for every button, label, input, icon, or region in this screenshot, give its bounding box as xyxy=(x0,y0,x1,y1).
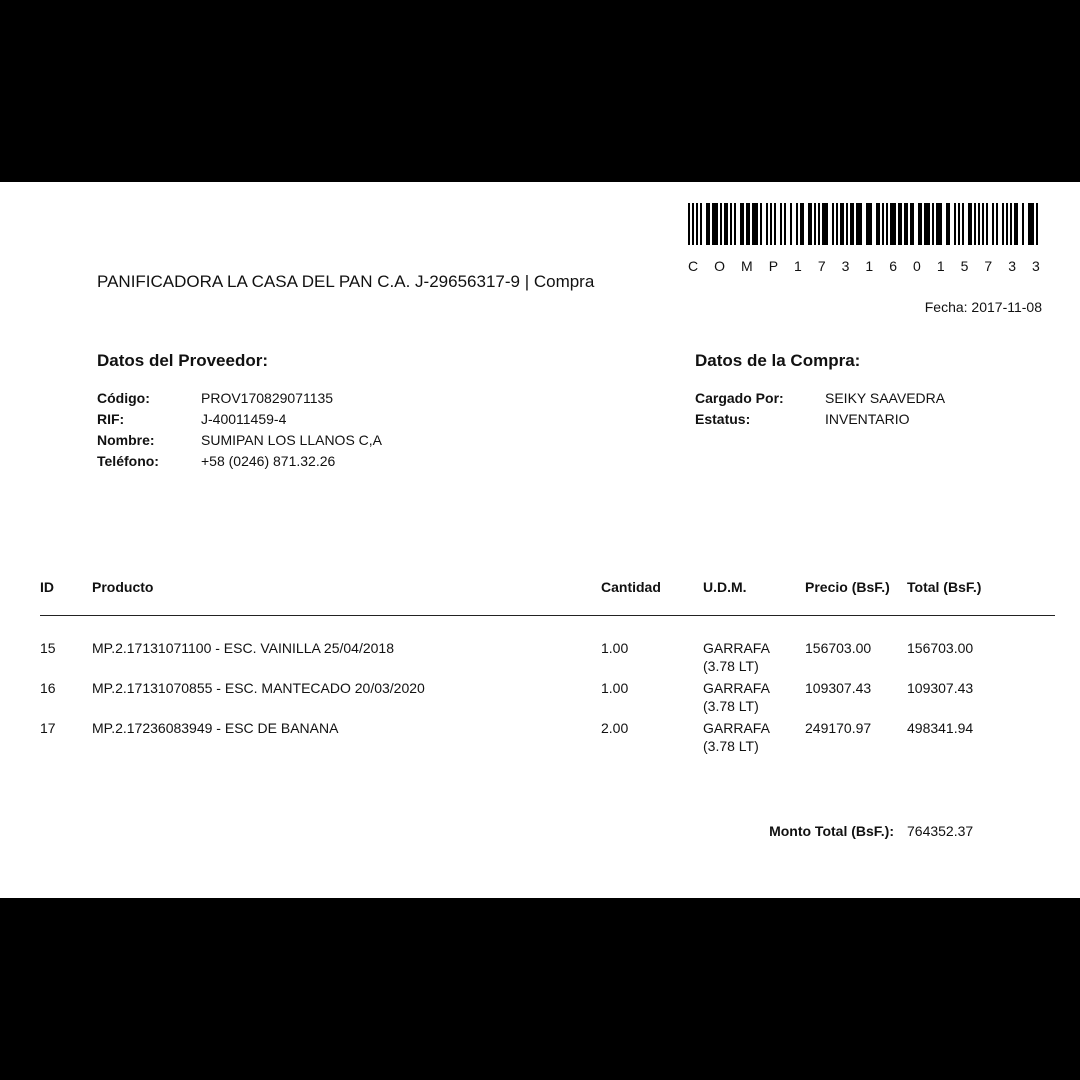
barcode-bar xyxy=(846,203,848,245)
row-udm-detail: (3.78 LT) xyxy=(703,698,759,714)
barcode-bar xyxy=(1006,203,1008,245)
barcode-bar xyxy=(946,203,950,245)
barcode-bar xyxy=(932,203,934,245)
row-udm: GARRAFA xyxy=(703,720,770,736)
barcode-bar xyxy=(1002,203,1004,245)
barcode-digit: 7 xyxy=(817,258,826,274)
header-total: Total (BsF.) xyxy=(907,579,982,595)
row-udm: GARRAFA xyxy=(703,640,770,656)
barcode-bar xyxy=(766,203,768,245)
document-date: Fecha: 2017-11-08 xyxy=(924,299,1042,315)
barcode-bar xyxy=(968,203,972,245)
barcode-bar xyxy=(740,203,744,245)
barcode-bar xyxy=(918,203,922,245)
header-cantidad: Cantidad xyxy=(601,579,661,595)
barcode-bar xyxy=(700,203,702,245)
proveedor-telefono-value: +58 (0246) 871.32.26 xyxy=(201,453,336,469)
barcode-bar xyxy=(836,203,838,245)
row-cantidad: 1.00 xyxy=(601,680,629,696)
row-cantidad: 2.00 xyxy=(601,720,629,736)
barcode-bar xyxy=(814,203,816,245)
row-id: 16 xyxy=(40,680,56,696)
barcode-bar xyxy=(800,203,804,245)
barcode-digit: 1 xyxy=(794,258,802,274)
barcode-bar xyxy=(882,203,884,245)
barcode-bar xyxy=(712,203,718,245)
proveedor-section-title: Datos del Proveedor: xyxy=(97,351,268,370)
purchase-document xyxy=(0,182,1080,898)
barcode-bar xyxy=(890,203,896,245)
proveedor-codigo-value: PROV170829071135 xyxy=(201,390,334,406)
row-precio: 109307.43 xyxy=(805,680,872,696)
barcode-bar xyxy=(958,203,960,245)
barcode-digit: 0 xyxy=(913,258,921,274)
barcode-bar xyxy=(886,203,888,245)
barcode-bar xyxy=(992,203,994,245)
compra-section-title: Datos de la Compra: xyxy=(695,351,861,370)
compra-estatus-label: Estatus: xyxy=(695,411,751,427)
monto-total-value: 764352.37 xyxy=(907,823,974,839)
barcode-bar xyxy=(850,203,854,245)
proveedor-nombre-label: Nombre: xyxy=(97,432,155,448)
barcode-bar xyxy=(724,203,728,245)
proveedor-rif-label: RIF: xyxy=(97,411,125,427)
barcode-digit: M xyxy=(741,258,753,274)
proveedor-telefono-label: Teléfono: xyxy=(97,453,159,469)
barcode-digit: 3 xyxy=(1008,258,1016,274)
barcode-bar xyxy=(974,203,976,245)
barcode-digit: 3 xyxy=(1032,258,1040,274)
barcode-bar xyxy=(1014,203,1018,245)
barcode-bar xyxy=(866,203,872,245)
barcode-bar xyxy=(730,203,732,245)
barcode-bar xyxy=(770,203,772,245)
header-udm: U.D.M. xyxy=(703,579,747,595)
barcode-digit: 6 xyxy=(889,258,898,274)
company-title: PANIFICADORA LA CASA DEL PAN C.A. J-29656317-9 | Compra xyxy=(97,272,595,291)
header-divider xyxy=(40,615,1055,616)
barcode-bar xyxy=(996,203,998,245)
header-precio: Precio (BsF.) xyxy=(805,579,890,595)
barcode-bar xyxy=(954,203,956,245)
barcode-bar xyxy=(774,203,776,245)
row-udm-detail: (3.78 LT) xyxy=(703,658,759,674)
row-udm: GARRAFA xyxy=(703,680,770,696)
barcode-bar xyxy=(760,203,762,245)
row-udm-detail: (3.78 LT) xyxy=(703,738,759,754)
barcode-bar xyxy=(706,203,710,245)
barcode-bar xyxy=(904,203,908,245)
barcode-bar xyxy=(856,203,862,245)
row-producto: MP.2.17131071100 - ESC. VAINILLA 25/04/2018 xyxy=(92,640,394,656)
barcode-bar xyxy=(986,203,988,245)
proveedor-nombre-value: SUMIPAN LOS LLANOS C,A xyxy=(201,432,383,448)
barcode-bar xyxy=(696,203,698,245)
row-producto: MP.2.17131070855 - ESC. MANTECADO 20/03/2020 xyxy=(92,680,425,696)
barcode-bar xyxy=(790,203,792,245)
barcode-bar xyxy=(1028,203,1034,245)
barcode-bar xyxy=(924,203,930,245)
barcode-bar xyxy=(734,203,736,245)
row-cantidad: 1.00 xyxy=(601,640,629,656)
barcode-bar xyxy=(692,203,694,245)
barcode-digit: 3 xyxy=(841,258,850,274)
barcode-bar xyxy=(962,203,964,245)
barcode-bar xyxy=(910,203,914,245)
row-precio: 156703.00 xyxy=(805,640,872,656)
barcode-bar xyxy=(898,203,902,245)
barcode-bar xyxy=(1010,203,1012,245)
row-total: 109307.43 xyxy=(907,680,974,696)
barcode-bar xyxy=(936,203,942,245)
barcode-bar xyxy=(808,203,812,245)
compra-estatus-value: INVENTARIO xyxy=(825,411,910,427)
barcode-bar xyxy=(978,203,980,245)
row-precio: 249170.97 xyxy=(805,720,872,736)
proveedor-codigo-label: Código: xyxy=(97,390,150,406)
barcode-number xyxy=(688,258,1040,274)
barcode-bar xyxy=(982,203,984,245)
barcode-bar xyxy=(1022,203,1024,245)
barcode-bar xyxy=(832,203,834,245)
row-producto: MP.2.17236083949 - ESC DE BANANA xyxy=(92,720,339,736)
barcode-bar xyxy=(840,203,844,245)
barcode-bar xyxy=(876,203,880,245)
compra-cargado-label: Cargado Por: xyxy=(695,390,784,406)
barcode-bar xyxy=(746,203,750,245)
barcode-bar xyxy=(796,203,798,245)
barcode-digit: O xyxy=(714,258,726,274)
barcode-digit: P xyxy=(768,258,779,274)
header-id: ID xyxy=(40,579,54,595)
barcode-digit: 1 xyxy=(936,258,945,274)
barcode-bar xyxy=(720,203,722,245)
row-total: 156703.00 xyxy=(907,640,974,656)
barcode-digit: C xyxy=(688,258,699,274)
barcode-bar xyxy=(784,203,786,245)
proveedor-rif-value: J-40011459-4 xyxy=(201,411,287,427)
monto-total-label: Monto Total (BsF.): xyxy=(769,823,894,839)
barcode-bar xyxy=(818,203,820,245)
barcode-bar xyxy=(780,203,782,245)
header-producto: Producto xyxy=(92,579,154,595)
row-id: 17 xyxy=(40,720,56,736)
barcode-bar xyxy=(822,203,828,245)
barcode-digit: 5 xyxy=(960,258,969,274)
compra-cargado-value: SEIKY SAAVEDRA xyxy=(825,390,946,406)
barcode-digit: 7 xyxy=(984,258,993,274)
barcode-bar xyxy=(688,203,690,245)
barcode-image xyxy=(688,203,1040,245)
barcode-digit: 1 xyxy=(865,258,874,274)
barcode-bar xyxy=(1036,203,1038,245)
barcode-bar xyxy=(752,203,758,245)
row-total: 498341.94 xyxy=(907,720,974,736)
row-id: 15 xyxy=(40,640,56,656)
